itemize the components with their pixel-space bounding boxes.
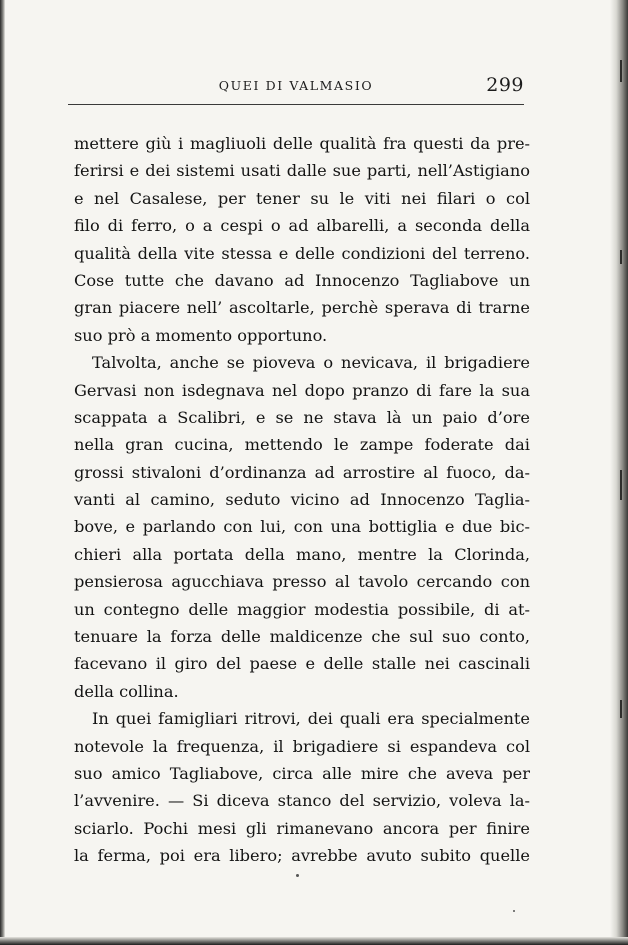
edge-mark [620,470,622,500]
page-number: 299 [486,74,524,96]
page-right-edge [610,0,628,945]
text-line: Cose tutte che davano ad Innocenzo Tagliabove un [74,270,530,290]
text-line: grossi stivaloni d’ordinanza ad arrostire al fuoco, da- [74,462,530,482]
text-line: vanti al camino, seduto vicino ad Innocenzo Taglia- [74,490,530,510]
text-line: facevano il giro del paese e delle stalle nei cascinali [74,654,530,674]
text-line: Talvolta, anche se pioveva o nevicava, il brigadiere [92,353,530,373]
header-rule [68,104,524,105]
text-line: scappata a Scalibri, e se ne stava là un paio d’ore [74,407,530,427]
text-line: l’avvenire. — Si diceva stanco del servizio, voleva la- [74,791,530,811]
text-line: filo di ferro, o a cespi o ad albarelli, a seconda della [74,216,530,236]
text-line: suo amico Tagliabove, circa alle mire che aveva per [74,763,530,783]
text-line: mettere giù i magliuoli delle qualità fra questi da pre- [74,134,530,153]
text-line: della collina. [74,681,179,701]
print-speck [513,910,515,912]
text-line: bove, e parlando con lui, con una bottiglia e due bic- [74,517,530,537]
text-line: e nel Casalese, per tener su le viti nei filari o col [74,188,530,208]
text-line: nella gran cucina, mettendo le zampe foderate dai [74,435,530,455]
running-title: QUEI DI VALMASIO [218,78,374,93]
text-line: sciarlo. Pochi mesi gli rimanevano ancora per finire [74,818,530,838]
text-line: pensierosa agucchiava presso al tavolo cercando con [74,572,530,592]
text-line: qualità della vite stessa e delle condizioni del terreno. [74,243,530,263]
edge-mark [620,250,622,264]
running-head [68,76,524,98]
text-line: gran piacere nell’ ascoltarle, perchè sperava di trarne [74,298,530,318]
text-line: chieri alla portata della mano, mentre la Clorinda, [74,544,530,564]
text-line: un contegno delle maggior modestia possibile, di at- [74,599,530,619]
text-line: ferirsi e dei sistemi usati dalle sue parti, nell’Astigiano [74,161,530,181]
text-line: suo prò a momento opportuno. [74,325,328,345]
text-line: Gervasi non isdegnava nel dopo pranzo di fare la sua [74,380,530,400]
text-line: notevole la frequenza, il brigadiere si espandeva col [74,736,530,756]
edge-mark [620,700,622,718]
print-speck [296,874,299,877]
text-line: la ferma, poi era libero; avrebbe avuto subito quelle [74,846,530,866]
text-line: In quei famigliari ritrovi, dei quali era specialmente [92,709,530,729]
page-bottom-edge [0,937,628,945]
edge-mark [620,60,622,82]
text-line: tenuare la forza delle maldicenze che sul suo conto, [74,627,530,647]
page-left-edge [0,0,5,945]
body-text [74,130,530,870]
